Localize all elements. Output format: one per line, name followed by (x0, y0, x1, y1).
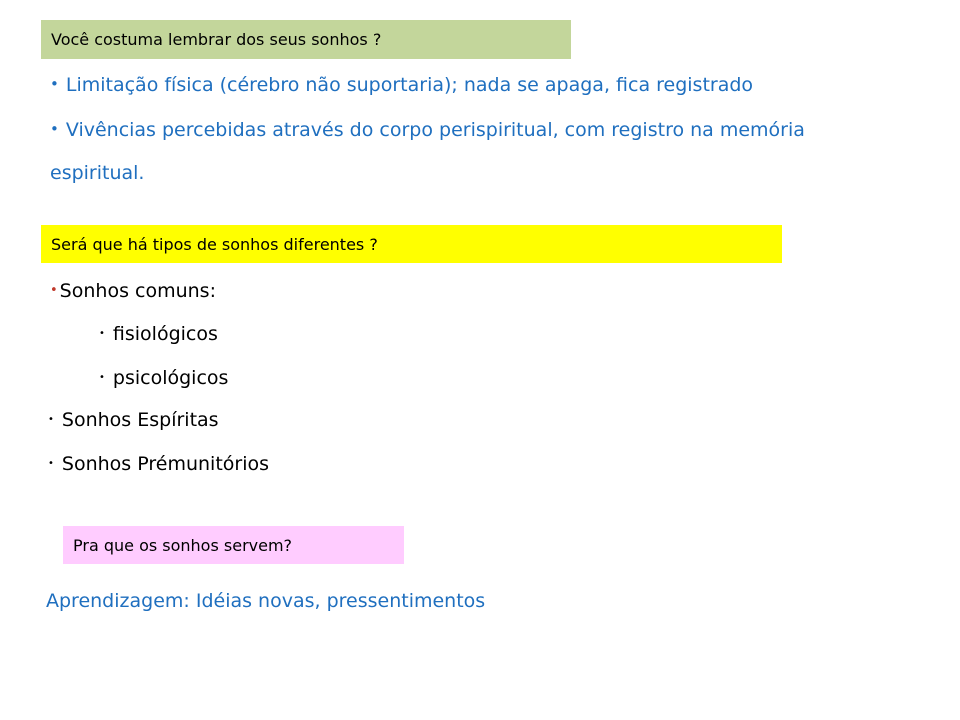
list-item-premonitory-dreams (48, 453, 269, 475)
bullet-icon: • (99, 372, 105, 383)
bullet-icon: • (50, 120, 59, 138)
bullet-icon: • (48, 414, 54, 425)
question-box-remember-dreams (41, 20, 571, 59)
sublist-item-psychological (99, 367, 228, 389)
answer-text-purpose: Aprendizagem: Idéias novas, pressentimentos (46, 590, 486, 612)
bullet-text: espiritual. (50, 162, 145, 184)
bullet-item-perispiritual (50, 119, 805, 141)
bullet-icon: • (99, 328, 105, 339)
question-text: Pra que os sonhos servem? (73, 535, 293, 555)
bullet-icon: • (50, 283, 58, 298)
bullet-text: Limitação física (cérebro não suportaria); nada se apaga, fica registrado (65, 74, 754, 96)
sublist-item-physiological (99, 323, 218, 345)
bullet-icon: • (50, 75, 59, 93)
list-item-text: Sonhos Espíritas (61, 409, 219, 431)
list-item-text: psicológicos (112, 367, 229, 389)
list-item-text: Sonhos Prémunitórios (61, 453, 270, 475)
bullet-text: Vivências percebidas através do corpo perispiritual, com registro na memória (65, 119, 805, 141)
question-box-dream-types (41, 225, 782, 263)
question-box-dream-purpose (63, 526, 404, 564)
list-item-text: Sonhos comuns: (59, 280, 216, 302)
list-item-spirit-dreams (48, 409, 219, 431)
question-text: Será que há tipos de sonhos diferentes ? (51, 234, 378, 254)
question-text: Você costuma lembrar dos seus sonhos ? (51, 30, 382, 49)
bullet-icon: • (48, 458, 54, 469)
bullet-continuation (50, 162, 144, 184)
list-item-text: fisiológicos (112, 323, 218, 345)
bullet-item-physical-limitation (50, 74, 753, 96)
list-item-common-dreams (50, 280, 216, 302)
